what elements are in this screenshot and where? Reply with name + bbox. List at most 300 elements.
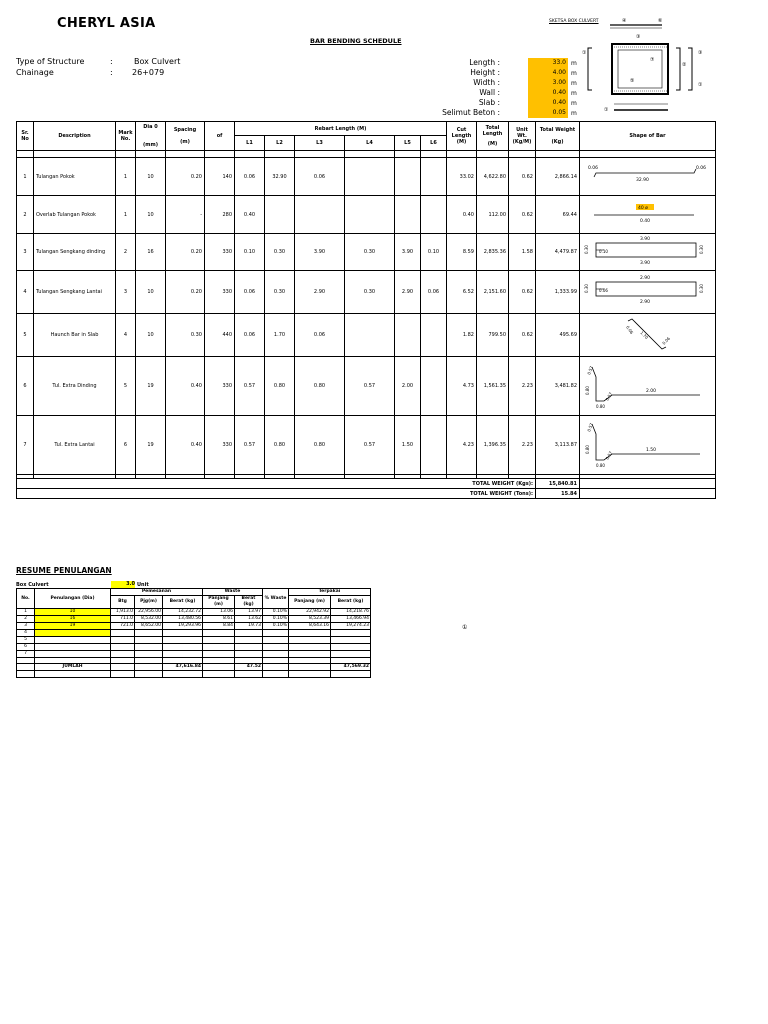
resume-cell-btg: 711.0	[111, 616, 135, 623]
param-width-value: 3.00	[528, 78, 568, 88]
shape-slab-stirrup	[582, 272, 713, 310]
shape-cell	[580, 314, 716, 357]
resume-cell-waste-pjg: 8.61	[203, 616, 235, 623]
resume-title: RESUME PENULANGAN	[16, 566, 112, 575]
cell-l5: 2.00	[395, 357, 421, 416]
cell-dia: 16	[136, 234, 166, 271]
sketch-marker-1-right: ①	[698, 82, 703, 88]
cell-l1: 0.40	[235, 196, 265, 234]
cell-sr: 1	[17, 158, 34, 196]
col-l1: L1	[235, 136, 265, 151]
cell-l2	[265, 196, 295, 234]
sketch-marker-6: ⑥	[658, 18, 663, 24]
table-row	[17, 234, 716, 271]
resume-row	[17, 630, 371, 637]
cell-total: 1,561.35	[477, 357, 509, 416]
shape-label: 0.80	[596, 463, 605, 468]
info-chainage-label: Chainage	[16, 68, 54, 77]
cell-total: 799.50	[477, 314, 509, 357]
resume-cell-no: 5	[17, 637, 35, 644]
info-type-value: Box Culvert	[134, 57, 181, 66]
shape-label: 0.40	[640, 218, 651, 224]
cell-nos: 330	[205, 416, 235, 475]
cell-mark: 5	[116, 357, 136, 416]
col-rebar-length: Rebart Length (M)	[235, 122, 447, 136]
cell-l2: 0.30	[265, 271, 295, 314]
cell-mark: 3	[116, 271, 136, 314]
resume-cell-terpakai-pjg: 8,523.39	[289, 616, 331, 623]
cell-mark: 2	[116, 234, 136, 271]
cell-spacing: 0.40	[166, 416, 205, 475]
param-width-label: Width :	[473, 78, 500, 87]
cell-weight: 495.69	[536, 314, 580, 357]
shape-cell	[580, 196, 716, 234]
shape-label: 0.80	[585, 445, 590, 454]
shape-label: 0.80	[596, 404, 605, 409]
resume-cell-btg: 1,913.0	[111, 609, 135, 616]
shape-overlap-bar	[582, 197, 713, 231]
cell-sr: 2	[17, 196, 34, 234]
table-row	[17, 271, 716, 314]
resume-cell-no: 1	[17, 609, 35, 616]
resume-cell-terpakai-pjg: 22,942.92	[289, 609, 331, 616]
col-total-length-label: Total Length	[482, 125, 503, 137]
total-weight-kgs-row	[17, 479, 716, 489]
col-sr: Sr. No	[17, 122, 34, 151]
resume-total-row	[17, 664, 371, 671]
cell-spacing: 0.20	[166, 158, 205, 196]
cell-nos: 440	[205, 314, 235, 357]
resume-cell-terpakai-pjg: 8,643.16	[289, 623, 331, 630]
cell-nos: 330	[205, 234, 235, 271]
resume-col-pct-waste: % Waste	[263, 589, 289, 609]
cell-l4: 0.57	[345, 357, 395, 416]
shape-label: 2.00	[646, 389, 657, 394]
cell-desc: Tulangan Pokok	[34, 158, 116, 196]
resume-cell-pjg: 8,652.00	[135, 623, 163, 630]
col-nos: of	[205, 122, 235, 151]
cell-l1: 0.06	[235, 314, 265, 357]
shape-label: 2.90	[640, 276, 651, 281]
cell-cut: 8.59	[447, 234, 477, 271]
cell-l4: 0.30	[345, 234, 395, 271]
resume-cell-no: 7	[17, 651, 35, 658]
cell-l3: 0.06	[295, 314, 345, 357]
cell-unit: 0.62	[509, 158, 536, 196]
table-row	[17, 357, 716, 416]
cell-mark: 1	[116, 158, 136, 196]
cell-weight: 4,479.87	[536, 234, 580, 271]
resume-cell-waste-berat: 19.73	[235, 623, 263, 630]
param-height-value: 4.00	[528, 68, 568, 78]
cell-l6: 0.06	[421, 271, 447, 314]
resume-col-penulangan: Penulangan (Dia)	[35, 589, 111, 609]
cell-dia: 19	[136, 416, 166, 475]
param-cover-unit: m	[571, 110, 577, 117]
cell-unit: 2.23	[509, 416, 536, 475]
cell-l5: 3.90	[395, 234, 421, 271]
resume-unit-label: Box Culvert	[16, 582, 49, 588]
resume-cell-terpakai-berat: 13,466.94	[331, 616, 371, 623]
cell-l2: 1.70	[265, 314, 295, 357]
shape-label: 0.57	[586, 422, 594, 433]
resume-cell-waste-pjg: 13.06	[203, 609, 235, 616]
resume-unit-value: 3.0	[111, 581, 135, 588]
cell-total: 1,396.35	[477, 416, 509, 475]
param-height-label: Height :	[470, 68, 500, 77]
schedule-subtitle: BAR BENDING SCHEDULE	[310, 37, 402, 45]
param-cover-label: Selimut Beton :	[442, 108, 500, 117]
resume-cell-berat: 14,232.72	[163, 609, 203, 616]
cell-total: 2,151.60	[477, 271, 509, 314]
shape-label: 0.06	[588, 165, 599, 171]
cell-spacing: 0.40	[166, 357, 205, 416]
bar-bending-table	[16, 121, 716, 499]
total-weight-tons-label: TOTAL WEIGHT (Tons):	[17, 489, 536, 499]
resume-row	[17, 616, 371, 623]
col-total-length	[477, 122, 509, 151]
cell-l2: 32.90	[265, 158, 295, 196]
col-dia-label: Dia 0	[143, 124, 158, 130]
resume-col-pjg: Pjg(m)	[135, 596, 163, 609]
cell-sr: 3	[17, 234, 34, 271]
info-type-sep: :	[110, 57, 113, 66]
col-unit-wt-unit: (Kg/M)	[512, 139, 532, 145]
sketch-box-outer	[612, 44, 668, 94]
sketch-marker-4: ④	[622, 18, 627, 24]
cell-desc: Tul. Extra Lantai	[34, 416, 116, 475]
shape-slab-extra-bar	[582, 416, 713, 472]
resume-cell-terpakai-berat: 19,274.23	[331, 623, 371, 630]
param-wall-unit: m	[571, 90, 577, 97]
cell-l3: 0.80	[295, 357, 345, 416]
col-dia-unit: (mm)	[143, 142, 158, 148]
resume-unit-text: Unit	[137, 582, 149, 588]
table-row	[17, 158, 716, 196]
table-row	[17, 196, 716, 234]
col-unit-wt	[509, 122, 536, 151]
resume-cell-waste-berat: 13.62	[235, 616, 263, 623]
cell-l6	[421, 357, 447, 416]
cell-dia: 10	[136, 196, 166, 234]
cell-desc: Tul. Extra Dinding	[34, 357, 116, 416]
sketch-box-inner	[618, 50, 662, 88]
resume-col-no: No.	[17, 589, 35, 609]
cell-unit: 2.23	[509, 357, 536, 416]
cell-mark: 4	[116, 314, 136, 357]
shape-label: 0.06	[599, 288, 608, 293]
shape-label: 0.57	[604, 450, 614, 461]
resume-cell-dia: 16	[35, 616, 111, 623]
shape-label: 0.30	[584, 245, 589, 254]
col-spacing-label: Spacing	[173, 127, 197, 133]
cell-spacing: 0.20	[166, 234, 205, 271]
col-total-weight-unit: (Kg)	[551, 139, 564, 145]
cell-l1: 0.57	[235, 357, 265, 416]
col-cut-length-unit: (M)	[456, 139, 467, 145]
cell-sr: 4	[17, 271, 34, 314]
cell-desc: Tulangan Sengkang Lantai	[34, 271, 116, 314]
box-culvert-sketch	[580, 14, 710, 118]
cell-l5: 2.90	[395, 271, 421, 314]
resume-cell-berat: 19,293.96	[163, 623, 203, 630]
cell-mark: 6	[116, 416, 136, 475]
param-length-unit: m	[571, 60, 577, 67]
total-weight-kgs-label: TOTAL WEIGHT (Kgs):	[17, 479, 536, 489]
resume-total-waste: 47.52	[235, 664, 263, 671]
cell-l6: 0.10	[421, 234, 447, 271]
cell-unit: 0.62	[509, 196, 536, 234]
shape-label: 0.30	[699, 284, 704, 293]
param-width-unit: m	[571, 80, 577, 87]
cell-cut: 33.02	[447, 158, 477, 196]
cell-l2: 0.30	[265, 234, 295, 271]
sketch-far-right-bar	[688, 48, 692, 90]
shape-label: 0.57	[586, 365, 594, 376]
resume-cell-no: 3	[17, 623, 35, 630]
total-weight-kgs-value: 15,840.81	[536, 479, 580, 489]
cell-l3: 0.06	[295, 158, 345, 196]
sketch-caption: SKETSA BOX CULVERT	[549, 19, 599, 24]
resume-total-label: JUMLAH	[35, 664, 111, 671]
shape-label: 3.90	[640, 237, 651, 242]
resume-total-berat: 47,616.84	[163, 664, 203, 671]
cell-nos: 140	[205, 158, 235, 196]
stray-marker: ①	[462, 624, 468, 631]
cell-l4: 0.30	[345, 271, 395, 314]
shape-label: 0.06	[696, 165, 707, 171]
cell-l3	[295, 196, 345, 234]
cell-l4	[345, 158, 395, 196]
param-length-value: 33.0	[528, 58, 568, 68]
shape-label: 2.90	[640, 300, 651, 305]
param-wall-label: Wall :	[479, 88, 500, 97]
sketch-marker-5: ⑤	[630, 78, 635, 84]
col-description: Description	[34, 122, 116, 151]
param-height-unit: m	[571, 70, 577, 77]
resume-cell-dia	[35, 630, 111, 637]
cell-desc: Overlab Tulangan Pokok	[34, 196, 116, 234]
cell-nos: 330	[205, 357, 235, 416]
sketch-right-bar	[676, 48, 680, 90]
col-l4: L4	[345, 136, 395, 151]
sketch-marker-2: ②	[682, 62, 687, 68]
resume-cell-pct: 0.10%	[263, 609, 289, 616]
shape-label: 40 ø	[638, 205, 648, 211]
info-chainage-sep: :	[110, 68, 113, 77]
resume-row	[17, 644, 371, 651]
cell-desc: Tulangan Sengkang dinding	[34, 234, 116, 271]
shape-wall-extra-bar	[582, 357, 713, 413]
resume-row	[17, 637, 371, 644]
resume-col-btg: Btg	[111, 596, 135, 609]
resume-cell-waste-berat: 13.97	[235, 609, 263, 616]
shape-label: 3.90	[640, 261, 651, 266]
cell-unit: 1.58	[509, 234, 536, 271]
cell-l4	[345, 196, 395, 234]
col-total-weight	[536, 122, 580, 151]
shape-cell	[580, 158, 716, 196]
resume-cell-no: 2	[17, 616, 35, 623]
cell-desc: Haunch Bar in Slab	[34, 314, 116, 357]
col-cut-length-label: Cut Length	[451, 127, 472, 139]
sketch-marker-3-top: ③	[636, 34, 641, 40]
resume-row	[17, 651, 371, 658]
cell-weight: 3,113.87	[536, 416, 580, 475]
shape-label: 0.06	[625, 324, 635, 335]
resume-cell-no: 4	[17, 630, 35, 637]
col-cut-length	[447, 122, 477, 151]
shape-cell	[580, 357, 716, 416]
param-slab-unit: m	[571, 100, 577, 107]
cell-spacing: 0.30	[166, 314, 205, 357]
resume-cell-waste-pjg: 8.84	[203, 623, 235, 630]
cell-l1: 0.57	[235, 416, 265, 475]
cell-weight: 2,866.14	[536, 158, 580, 196]
resume-table	[16, 588, 371, 678]
resume-col-terpakai-berat: Berat (kg)	[331, 596, 371, 609]
param-cover-value: 0.05	[528, 108, 568, 118]
cell-cut: 1.82	[447, 314, 477, 357]
cell-weight: 1,333.99	[536, 271, 580, 314]
cell-l6	[421, 158, 447, 196]
resume-total-terpakai: 47,569.32	[331, 664, 371, 671]
resume-cell-btg: 721.0	[111, 623, 135, 630]
sketch-left-bar	[588, 48, 592, 90]
param-slab-label: Slab :	[478, 98, 500, 107]
resume-cell-pjg: 8,532.00	[135, 616, 163, 623]
cell-unit: 0.62	[509, 271, 536, 314]
cell-l5	[395, 158, 421, 196]
shape-label: 1.70	[639, 330, 650, 341]
company-title: CHERYL ASIA	[57, 16, 156, 31]
shape-label: 0.57	[604, 391, 614, 402]
cell-l5	[395, 196, 421, 234]
col-total-length-unit: (M)	[487, 141, 498, 147]
sketch-marker-3-right: ③	[698, 50, 703, 56]
cell-dia: 10	[136, 314, 166, 357]
resume-col-terpakai: Terpakai	[289, 589, 371, 596]
resume-col-berat: Berat (kg)	[163, 596, 203, 609]
cell-total: 4,622.80	[477, 158, 509, 196]
shape-label: 0.30	[584, 284, 589, 293]
cell-l3: 3.90	[295, 234, 345, 271]
resume-cell-terpakai-berat: 14,218.76	[331, 609, 371, 616]
cell-spacing: -	[166, 196, 205, 234]
col-shape: Shape of Bar	[580, 122, 716, 151]
resume-cell-pct: 0.10%	[263, 616, 289, 623]
sketch-marker-7: ⑦	[650, 57, 655, 63]
col-l5: L5	[395, 136, 421, 151]
cell-l2: 0.80	[265, 416, 295, 475]
col-spacing-unit: (m)	[180, 139, 190, 145]
cell-sr: 6	[17, 357, 34, 416]
resume-col-waste-berat: Berat (kg)	[235, 596, 263, 609]
cell-l5: 1.50	[395, 416, 421, 475]
cell-sr: 7	[17, 416, 34, 475]
cell-l1: 0.06	[235, 271, 265, 314]
cell-dia: 10	[136, 271, 166, 314]
cell-dia: 19	[136, 357, 166, 416]
cell-spacing: 0.20	[166, 271, 205, 314]
resume-col-pemesanan: Pemesanan	[111, 589, 203, 596]
cell-cut: 6.52	[447, 271, 477, 314]
cell-l4	[345, 314, 395, 357]
cell-nos: 330	[205, 271, 235, 314]
cell-l1: 0.10	[235, 234, 265, 271]
cell-l3: 0.80	[295, 416, 345, 475]
shape-straight-hooked-bar	[582, 159, 713, 193]
info-chainage-value: 26+079	[132, 68, 165, 77]
cell-cut: 4.73	[447, 357, 477, 416]
resume-col-waste: Waste	[203, 589, 263, 596]
shape-label: 0.10	[599, 249, 608, 254]
cell-l6	[421, 314, 447, 357]
table-row	[17, 416, 716, 475]
resume-cell-pjg: 22,956.00	[135, 609, 163, 616]
table-row	[17, 314, 716, 357]
shape-cell	[580, 416, 716, 475]
cell-l1: 0.06	[235, 158, 265, 196]
col-dia	[136, 122, 166, 151]
cell-l4: 0.57	[345, 416, 395, 475]
cell-l2: 0.80	[265, 357, 295, 416]
cell-l5	[395, 314, 421, 357]
resume-cell-dia: 19	[35, 623, 111, 630]
cell-cut: 0.40	[447, 196, 477, 234]
col-total-weight-label: Total Weight	[539, 127, 576, 133]
cell-l6	[421, 196, 447, 234]
resume-cell-no: 6	[17, 644, 35, 651]
col-l3: L3	[295, 136, 345, 151]
resume-cell-berat: 13,480.56	[163, 616, 203, 623]
resume-cell-pct: 0.10%	[263, 623, 289, 630]
cell-l6	[421, 416, 447, 475]
col-unit-wt-label: Unit Wt.	[516, 127, 528, 139]
sketch-marker-1-bottom: ①	[604, 107, 609, 113]
cell-unit: 0.62	[509, 314, 536, 357]
col-l2: L2	[265, 136, 295, 151]
info-type-label: Type of Structure	[16, 57, 85, 66]
shape-label: 0.06	[661, 335, 672, 346]
resume-col-terpakai-panjang: Panjang (m)	[289, 596, 331, 609]
shape-label: 1.50	[646, 448, 657, 453]
shape-label: 0.30	[699, 245, 704, 254]
shape-haunch-bar	[582, 315, 713, 353]
sketch-marker-1-left: ①	[582, 50, 587, 56]
cell-mark: 1	[116, 196, 136, 234]
resume-col-waste-panjang: Panjang (m)	[203, 596, 235, 609]
param-slab-value: 0.40	[528, 98, 568, 108]
cell-total: 2,835.36	[477, 234, 509, 271]
resume-row	[17, 623, 371, 630]
shape-cell	[580, 271, 716, 314]
shape-label: 32.90	[636, 177, 649, 183]
cell-sr: 5	[17, 314, 34, 357]
cell-cut: 4.23	[447, 416, 477, 475]
shape-wall-stirrup	[582, 234, 713, 268]
cell-total: 112.00	[477, 196, 509, 234]
resume-row	[17, 609, 371, 616]
total-weight-tons-value: 15.84	[536, 489, 580, 499]
shape-label: 0.80	[585, 386, 590, 395]
resume-cell-dia: 10	[35, 609, 111, 616]
cell-nos: 280	[205, 196, 235, 234]
param-length-label: Length :	[469, 58, 500, 67]
param-wall-value: 0.40	[528, 88, 568, 98]
shape-cell	[580, 234, 716, 271]
col-mark: Mark No.	[116, 122, 136, 151]
